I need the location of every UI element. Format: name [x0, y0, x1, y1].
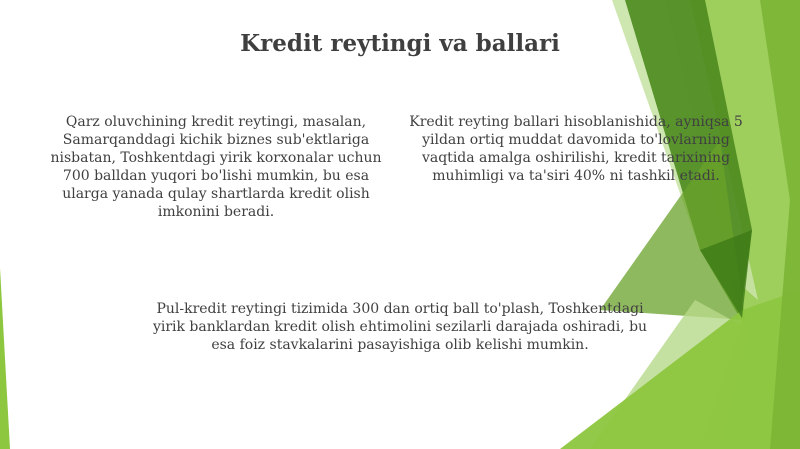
left-edge-sliver: [0, 268, 10, 449]
paragraph-bottom: Pul-kredit reytingi tizimida 300 dan ortiq ball to'plash, Toshkentdagi yirik banklardan kredit olish ehtimolini sezilarli darajada oshiradi, bu esa foiz stavkalarini pasayishiga olib kelishi mumkin.: [152, 301, 648, 353]
paragraph-right: Kredit reyting ballari hisoblanishida, ayniqsa 5 yildan ortiq muddat davomida to'lovlarning vaqtida amalga oshirilishi, kredit tarixining muhimligi va ta'siri 40% ni tashkil etadi.: [409, 114, 743, 184]
slide-title: Kredit reytingi va ballari: [240, 30, 560, 57]
paragraph-left: Qarz oluvchining kredit reytingi, masalan, Samarqanddagi kichik biznes sub'ektlariga nisbatan, Toshkentdagi yirik korxonalar uchun 700 balldan yuqori bo'lishi mumkin, bu esa ularga yanada qulay shartlarda kredit olish imkonini beradi.: [50, 114, 382, 220]
